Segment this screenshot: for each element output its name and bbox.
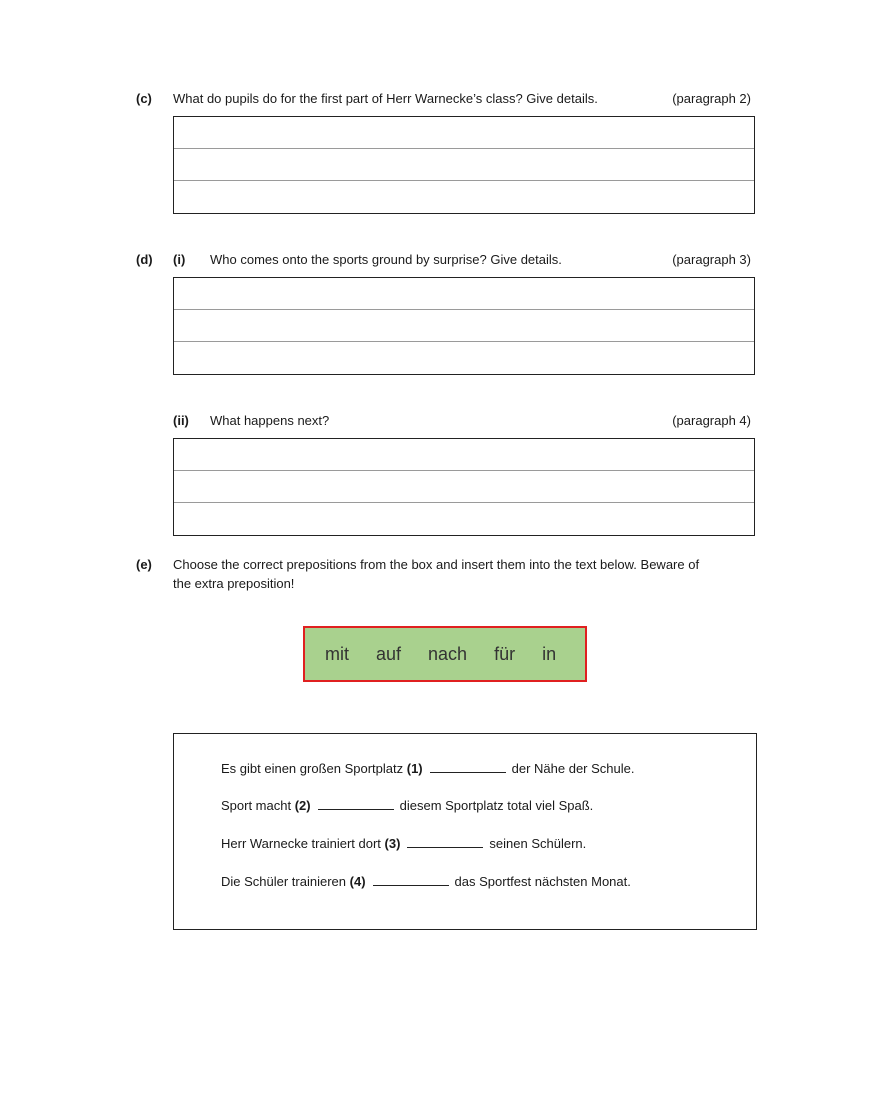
question-d-i-text: Who comes onto the sports ground by surprise? Give details.	[210, 252, 562, 267]
sentence-text-after: das Sportfest nächsten Monat.	[454, 874, 631, 889]
question-e-text-line2: the extra preposition!	[173, 576, 295, 591]
gap-number: (4)	[349, 874, 366, 889]
word-option: in	[542, 643, 557, 664]
preposition-word-box	[303, 626, 587, 682]
gap-sentence-2	[221, 798, 593, 813]
word-option: für	[494, 643, 516, 664]
question-c-answer-box[interactable]	[173, 116, 755, 214]
answer-line[interactable]	[174, 471, 754, 503]
sentence-text-after: seinen Schülern.	[489, 836, 587, 851]
answer-line[interactable]	[174, 439, 754, 471]
gap-blank[interactable]	[373, 875, 449, 886]
question-e-text-line1: Choose the correct prepositions from the box and insert them into the text below. Beware of	[173, 557, 700, 572]
word-option: nach	[428, 643, 468, 664]
answer-line[interactable]	[174, 149, 754, 181]
answer-line[interactable]	[174, 181, 754, 213]
answer-line[interactable]	[174, 310, 754, 342]
question-e-label: (e)	[136, 557, 152, 572]
sentence-text-before: Die Schüler trainieren	[221, 874, 347, 889]
gap-sentence-3	[221, 836, 586, 851]
sentence-text-after: diesem Sportplatz total viel Spaß.	[399, 798, 594, 813]
gap-sentence-1	[221, 761, 634, 776]
sentence-text-after: der Nähe der Schule.	[511, 761, 635, 776]
question-d-ii-text: What happens next?	[210, 413, 330, 428]
gap-sentence-4	[221, 874, 631, 889]
word-option: auf	[376, 643, 402, 664]
question-c-text: What do pupils do for the first part of Herr Warnecke’s class? Give details.	[173, 91, 598, 106]
question-d-ii-answer-box[interactable]	[173, 438, 755, 536]
question-d-i-answer-box[interactable]	[173, 277, 755, 375]
question-d-i-paragraph-ref: (paragraph 3)	[672, 252, 751, 267]
gap-fill-text-box	[173, 733, 757, 930]
question-d-ii-label: (ii)	[173, 413, 189, 428]
question-c-paragraph-ref: (paragraph 2)	[672, 91, 751, 106]
question-d-label: (d)	[136, 252, 153, 267]
question-d-i-label: (i)	[173, 252, 186, 267]
answer-line[interactable]	[174, 503, 754, 535]
gap-blank[interactable]	[318, 799, 394, 810]
answer-line[interactable]	[174, 278, 754, 310]
sentence-text-before: Es gibt einen großen Sportplatz	[221, 761, 404, 776]
answer-line[interactable]	[174, 117, 754, 149]
gap-blank[interactable]	[430, 762, 506, 773]
gap-number: (1)	[406, 761, 423, 776]
word-option: mit	[325, 643, 349, 664]
gap-blank[interactable]	[407, 837, 483, 848]
sentence-text-before: Herr Warnecke trainiert dort	[221, 836, 381, 851]
answer-line[interactable]	[174, 342, 754, 374]
question-d-ii-paragraph-ref: (paragraph 4)	[672, 413, 751, 428]
question-c-label: (c)	[136, 91, 152, 106]
gap-number: (3)	[384, 836, 401, 851]
sentence-text-before: Sport macht	[221, 798, 292, 813]
gap-number: (2)	[294, 798, 311, 813]
